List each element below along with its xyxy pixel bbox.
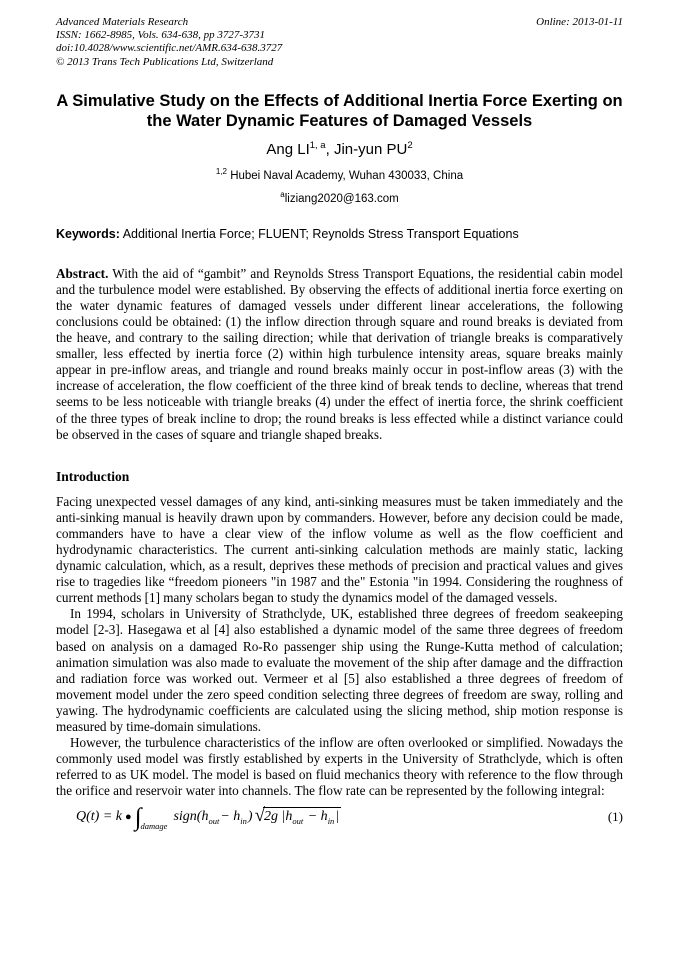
abstract-paragraph (56, 266, 623, 443)
equation-lhs: Q(t) = k (76, 808, 122, 824)
abstract-text: With the aid of “gambit” and Reynolds Stress Transport Equations, the residential cabin model and the turbulence model were established. By observing the effects of additional inertia force exerting on the water dynamic features of damaged vessels under different linear accelerations, the following conclusions could be obtained: (1) the inflow direction through square and round breaks is deviated from the heave, and contrary to the sailing direction; while that derivation of triangle breaks is comparatively smaller, less effected by inertia force (2) within high turbulence intensity areas, square breaks mainly appear in pre-inflow areas, and triangle and round breaks mainly occur in post-inflow areas (3) with the increase of acceleration, the flow coefficient of the three kind of break tends to decline, whereas that trend seems to be less noticeable with triangle breaks (4) under the effect of inertia force, the shrink coefficient of the three types of break incline to drop; the round breaks is less effected while a distinct variance could be observed in the cases of square and triangle shaped breaks. (56, 265, 623, 442)
author-1-superscript: 1, a (309, 140, 326, 151)
paper-title (56, 91, 623, 131)
subscript-in-2: in (327, 815, 335, 826)
introduction-paragraph-2: In 1994, scholars in University of Strathclyde, UK, established three degrees of freedom seakeeping model [2-3]. Hasegawa et al [4] also established a dynamic model of the same three degrees of freedom based on analysis on a damaged Ro-Ro passenger ship using the Runge-Kutta method of calculation; animation simulation was also made to evaluate the movement of the ship after damage and the diffraction and radiation force was worked out. Vermeer et al [5] also established a three degrees of freedom of movement model under the zero speed condition selecting three degrees of freedom are sway, rolling and yawing. The hydrodynamic coefficients are calculated using the slicing method, ship motion response is measured by time-domain simulations. (56, 606, 623, 734)
paper-title-line2: the Water Dynamic Features of Damaged Vessels (146, 111, 533, 130)
equation-number: (1) (607, 808, 623, 824)
equation-1 (56, 804, 623, 832)
author-1-name: Ang LI (266, 141, 310, 158)
equation-sign-term: sign(h (173, 808, 209, 824)
subscript-in-1: in (240, 815, 247, 826)
equation-minus-h-2: − h (304, 808, 328, 824)
abstract-label: Abstract. (56, 265, 109, 281)
introduction-paragraph-1: Facing unexpected vessel damages of any kind, anti-sinking measures must be taken immediately and the anti-sinking manual is heavily drawn upon by commanders. However, before any decision could be made, commanders have to have a clear view of the inflow volume as well as the flow coefficient and hydrodynamic characteristics. The current anti-sinking calculation methods are mainly static, lacking dynamic calculation, which, as a result, deprives these methods of precision and practical values and gives rise to tragedies like “freedom pioneers "in 1987 and the" Estonia "in 1994. Considering the roughness of current methods [1] many scholars began to study the dynamics model of the damaged vessels. (56, 493, 623, 606)
author-2-name: Jin-yun PU (333, 141, 408, 158)
keywords-line (56, 227, 623, 241)
issn-line: ISSN: 1662-8985, Vols. 634-638, pp 3727-3731 (56, 29, 265, 42)
keywords-label: Keywords: (56, 226, 120, 241)
email-text: liziang2020@163.com (284, 192, 399, 205)
radicand-prefix: 2g |h (264, 808, 293, 824)
radical-symbol: √ (254, 805, 265, 827)
integral-symbol: ∫ (134, 804, 142, 832)
subscript-out-1: out (208, 815, 220, 826)
radicand (263, 807, 341, 825)
email-superscript: a (280, 189, 285, 199)
equation-bullet-operator: ● (125, 810, 132, 823)
author-separator: , (325, 141, 334, 158)
publication-header (56, 16, 623, 69)
affiliation-text: Hubei Naval Academy, Wuhan 430033, China (227, 169, 464, 182)
radicand-suffix: | (335, 808, 340, 824)
online-date: Online: 2013-01-11 (536, 16, 623, 28)
publication-header-row1 (56, 16, 623, 29)
author-2-superscript: 2 (407, 140, 413, 151)
keywords-text: Additional Inertia Force; FLUENT; Reynolds Stress Transport Equations (119, 226, 519, 241)
affiliation-line (56, 167, 623, 182)
introduction-heading: Introduction (56, 468, 130, 484)
copyright-line: © 2013 Trans Tech Publications Ltd, Switzerland (56, 55, 274, 68)
authors-line (56, 140, 623, 158)
paper-title-line1: A Simulative Study on the Effects of Additional Inertia Force Exerting on (56, 91, 623, 110)
equation-minus-h-1: − h (220, 808, 241, 824)
journal-name: Advanced Materials Research (56, 16, 189, 28)
affiliation-superscript: 1,2 (215, 167, 227, 176)
equation-close-paren: ) (247, 808, 253, 824)
doi-line: doi:10.4028/www.scientific.net/AMR.634-638.3727 (56, 42, 283, 55)
introduction-paragraph-3: However, the turbulence characteristics of the inflow are often overlooked or simplified. Nowadays the commonly used model was firstly established by experts in the University of Strathclyde, which is often referred to as UK model. The model is based on fluid mechanics theory with reference to the flow through the orifice and reservoir water into channels. The flow rate can be represented by the following integral: (56, 735, 623, 799)
subscript-out-2: out (292, 815, 304, 826)
email-line (56, 190, 623, 205)
integral-subscript: damage (140, 820, 168, 831)
